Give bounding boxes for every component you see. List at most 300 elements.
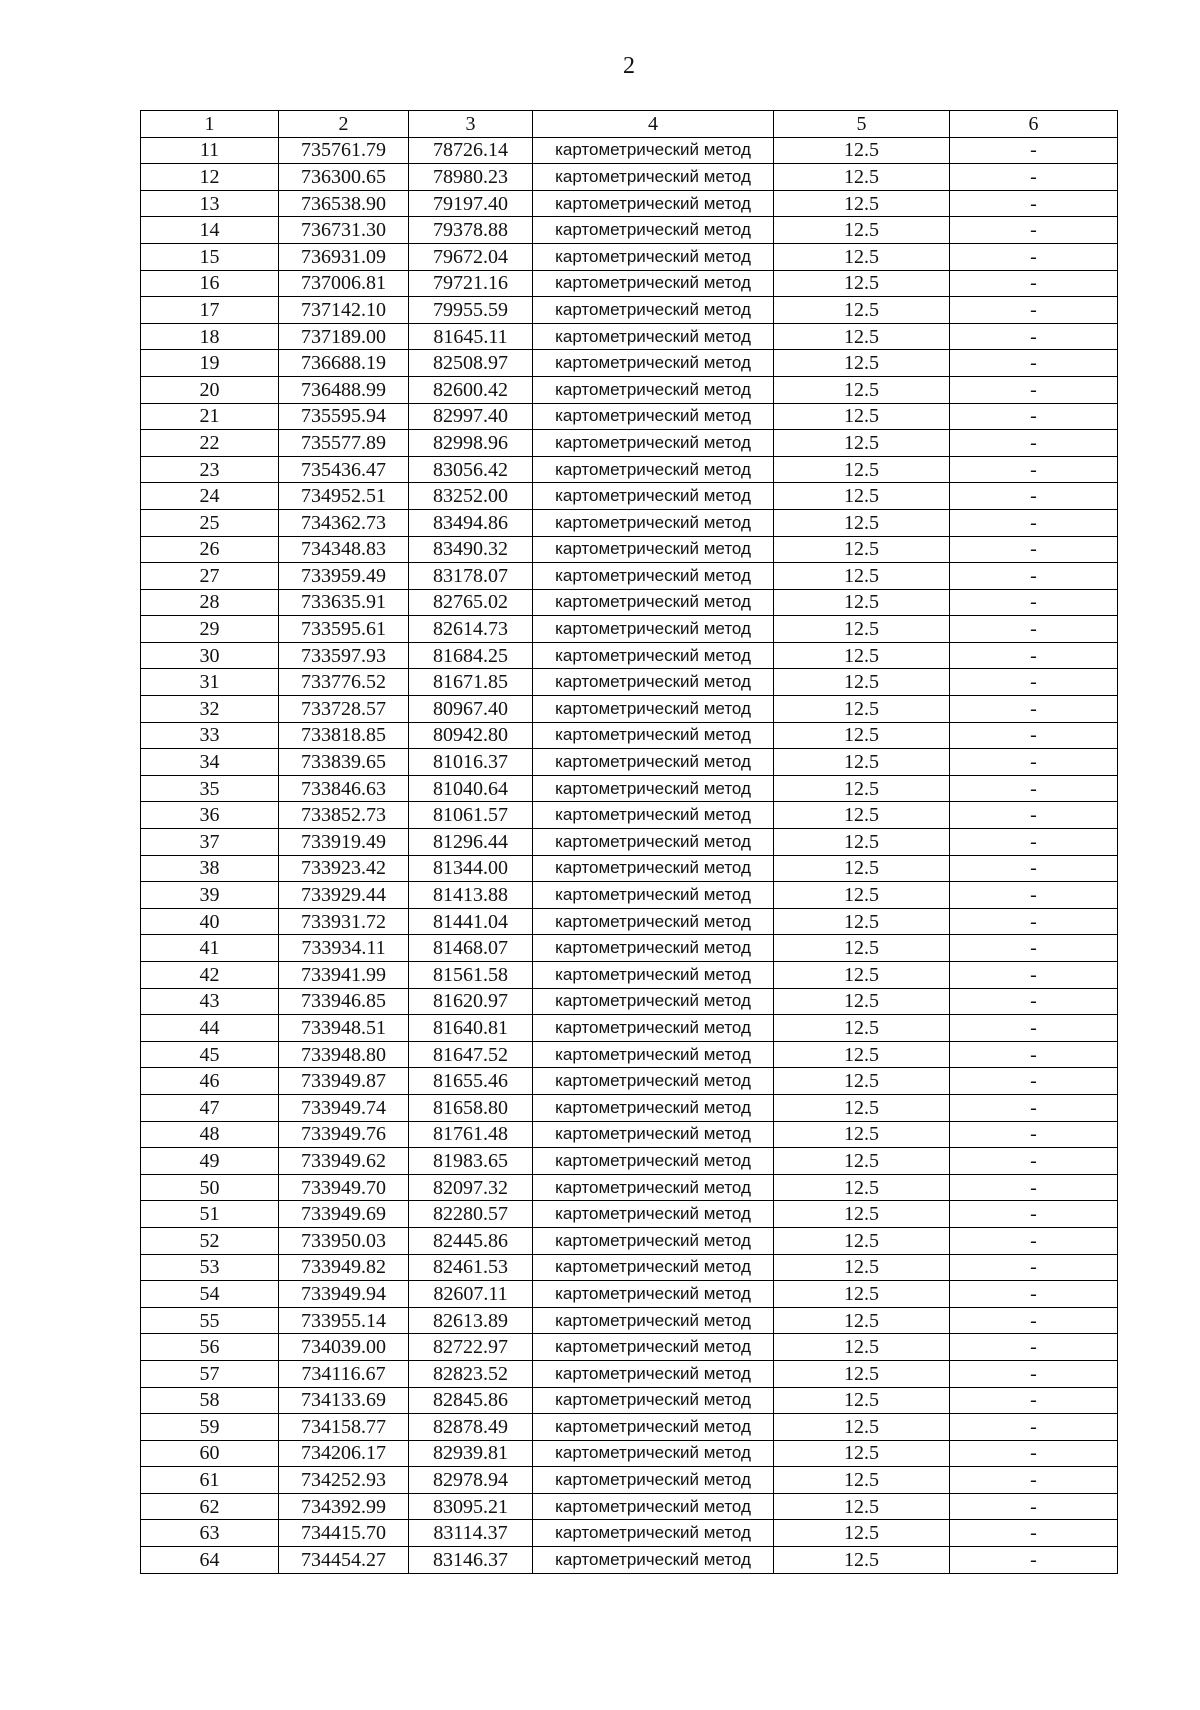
point-number-cell: 11	[141, 137, 279, 164]
point-number-cell: 43	[141, 988, 279, 1015]
table-row	[141, 1440, 1118, 1467]
x-coordinate-cell: 736731.30	[279, 217, 409, 244]
point-number-cell: 19	[141, 350, 279, 377]
accuracy-cell: 12.5	[774, 589, 950, 616]
method-cell: картометрический метод	[533, 908, 774, 935]
accuracy-cell: 12.5	[774, 1414, 950, 1441]
y-coordinate-cell: 81040.64	[409, 775, 533, 802]
method-cell: картометрический метод	[533, 1227, 774, 1254]
note-cell: -	[950, 908, 1118, 935]
x-coordinate-cell: 734133.69	[279, 1387, 409, 1414]
y-coordinate-cell: 82097.32	[409, 1174, 533, 1201]
note-cell: -	[950, 1520, 1118, 1547]
note-cell: -	[950, 403, 1118, 430]
note-cell: -	[950, 563, 1118, 590]
point-number-cell: 60	[141, 1440, 279, 1467]
note-cell: -	[950, 483, 1118, 510]
accuracy-cell: 12.5	[774, 1227, 950, 1254]
method-cell: картометрический метод	[533, 829, 774, 856]
x-coordinate-cell: 733959.49	[279, 563, 409, 590]
table-row	[141, 749, 1118, 776]
point-number-cell: 61	[141, 1467, 279, 1494]
note-cell: -	[950, 1414, 1118, 1441]
table-row	[141, 1281, 1118, 1308]
method-cell: картометрический метод	[533, 616, 774, 643]
x-coordinate-cell: 734206.17	[279, 1440, 409, 1467]
accuracy-cell: 12.5	[774, 323, 950, 350]
accuracy-cell: 12.5	[774, 403, 950, 430]
method-cell: картометрический метод	[533, 589, 774, 616]
method-cell: картометрический метод	[533, 243, 774, 270]
method-cell: картометрический метод	[533, 1174, 774, 1201]
table-row	[141, 908, 1118, 935]
point-number-cell: 62	[141, 1493, 279, 1520]
x-coordinate-cell: 737006.81	[279, 270, 409, 297]
note-cell: -	[950, 775, 1118, 802]
point-number-cell: 16	[141, 270, 279, 297]
accuracy-cell: 12.5	[774, 802, 950, 829]
y-coordinate-cell: 82607.11	[409, 1281, 533, 1308]
table-row	[141, 270, 1118, 297]
page-number: 2	[623, 53, 635, 79]
accuracy-cell: 12.5	[774, 722, 950, 749]
accuracy-cell: 12.5	[774, 1254, 950, 1281]
x-coordinate-cell: 737189.00	[279, 323, 409, 350]
method-cell: картометрический метод	[533, 1387, 774, 1414]
x-coordinate-cell: 734158.77	[279, 1414, 409, 1441]
accuracy-cell: 12.5	[774, 1334, 950, 1361]
table-row	[141, 1547, 1118, 1574]
accuracy-cell: 12.5	[774, 829, 950, 856]
note-cell: -	[950, 935, 1118, 962]
note-cell: -	[950, 1174, 1118, 1201]
accuracy-cell: 12.5	[774, 962, 950, 989]
method-cell: картометрический метод	[533, 1281, 774, 1308]
note-cell: -	[950, 962, 1118, 989]
note-cell: -	[950, 1148, 1118, 1175]
y-coordinate-cell: 81620.97	[409, 988, 533, 1015]
point-number-cell: 41	[141, 935, 279, 962]
table-row	[141, 722, 1118, 749]
y-coordinate-cell: 81016.37	[409, 749, 533, 776]
accuracy-cell: 12.5	[774, 1520, 950, 1547]
note-cell: -	[950, 855, 1118, 882]
point-number-cell: 34	[141, 749, 279, 776]
table-row	[141, 350, 1118, 377]
note-cell: -	[950, 1068, 1118, 1095]
method-cell: картометрический метод	[533, 1254, 774, 1281]
point-number-cell: 54	[141, 1281, 279, 1308]
note-cell: -	[950, 1015, 1118, 1042]
point-number-cell: 42	[141, 962, 279, 989]
accuracy-cell: 12.5	[774, 1174, 950, 1201]
table-row	[141, 509, 1118, 536]
accuracy-cell: 12.5	[774, 297, 950, 324]
accuracy-cell: 12.5	[774, 190, 950, 217]
method-cell: картометрический метод	[533, 483, 774, 510]
method-cell: картометрический метод	[533, 1414, 774, 1441]
method-cell: картометрический метод	[533, 536, 774, 563]
note-cell: -	[950, 988, 1118, 1015]
accuracy-cell: 12.5	[774, 669, 950, 696]
table-row	[141, 1227, 1118, 1254]
x-coordinate-cell: 733931.72	[279, 908, 409, 935]
method-cell: картометрический метод	[533, 297, 774, 324]
point-number-cell: 47	[141, 1094, 279, 1121]
y-coordinate-cell: 83494.86	[409, 509, 533, 536]
x-coordinate-cell: 733635.91	[279, 589, 409, 616]
x-coordinate-cell: 734116.67	[279, 1360, 409, 1387]
y-coordinate-cell: 82878.49	[409, 1414, 533, 1441]
table-row	[141, 802, 1118, 829]
table-row	[141, 483, 1118, 510]
y-coordinate-cell: 81344.00	[409, 855, 533, 882]
method-cell: картометрический метод	[533, 962, 774, 989]
method-cell: картометрический метод	[533, 775, 774, 802]
method-cell: картометрический метод	[533, 430, 774, 457]
accuracy-cell: 12.5	[774, 1015, 950, 1042]
table-row	[141, 1148, 1118, 1175]
x-coordinate-cell: 735761.79	[279, 137, 409, 164]
note-cell: -	[950, 749, 1118, 776]
table-row	[141, 962, 1118, 989]
table-row	[141, 1520, 1118, 1547]
point-number-cell: 31	[141, 669, 279, 696]
table-row	[141, 323, 1118, 350]
point-number-cell: 20	[141, 376, 279, 403]
note-cell: -	[950, 1387, 1118, 1414]
method-cell: картометрический метод	[533, 1440, 774, 1467]
point-number-cell: 37	[141, 829, 279, 856]
method-cell: картометрический метод	[533, 1094, 774, 1121]
method-cell: картометрический метод	[533, 802, 774, 829]
point-number-cell: 45	[141, 1041, 279, 1068]
note-cell: -	[950, 1254, 1118, 1281]
point-number-cell: 52	[141, 1227, 279, 1254]
table-row	[141, 137, 1118, 164]
y-coordinate-cell: 82445.86	[409, 1227, 533, 1254]
x-coordinate-cell: 733846.63	[279, 775, 409, 802]
accuracy-cell: 12.5	[774, 1387, 950, 1414]
x-coordinate-cell: 733949.76	[279, 1121, 409, 1148]
note-cell: -	[950, 297, 1118, 324]
method-cell: картометрический метод	[533, 1307, 774, 1334]
x-coordinate-cell: 733728.57	[279, 696, 409, 723]
y-coordinate-cell: 81413.88	[409, 882, 533, 909]
y-coordinate-cell: 82998.96	[409, 430, 533, 457]
point-number-cell: 49	[141, 1148, 279, 1175]
accuracy-cell: 12.5	[774, 642, 950, 669]
note-cell: -	[950, 137, 1118, 164]
point-number-cell: 33	[141, 722, 279, 749]
accuracy-cell: 12.5	[774, 882, 950, 909]
method-cell: картометрический метод	[533, 882, 774, 909]
y-coordinate-cell: 81761.48	[409, 1121, 533, 1148]
accuracy-cell: 12.5	[774, 456, 950, 483]
point-number-cell: 57	[141, 1360, 279, 1387]
y-coordinate-cell: 82614.73	[409, 616, 533, 643]
y-coordinate-cell: 82461.53	[409, 1254, 533, 1281]
table-row	[141, 642, 1118, 669]
point-number-cell: 22	[141, 430, 279, 457]
method-cell: картометрический метод	[533, 270, 774, 297]
point-number-cell: 27	[141, 563, 279, 590]
note-cell: -	[950, 829, 1118, 856]
column-header: 6	[950, 111, 1118, 138]
accuracy-cell: 12.5	[774, 509, 950, 536]
table-row	[141, 1121, 1118, 1148]
table-row	[141, 855, 1118, 882]
y-coordinate-cell: 83095.21	[409, 1493, 533, 1520]
x-coordinate-cell: 734252.93	[279, 1467, 409, 1494]
point-number-cell: 14	[141, 217, 279, 244]
note-cell: -	[950, 323, 1118, 350]
x-coordinate-cell: 735436.47	[279, 456, 409, 483]
x-coordinate-cell: 735577.89	[279, 430, 409, 457]
y-coordinate-cell: 81647.52	[409, 1041, 533, 1068]
accuracy-cell: 12.5	[774, 1360, 950, 1387]
method-cell: картометрический метод	[533, 1121, 774, 1148]
accuracy-cell: 12.5	[774, 1201, 950, 1228]
table-row	[141, 430, 1118, 457]
x-coordinate-cell: 736688.19	[279, 350, 409, 377]
y-coordinate-cell: 81441.04	[409, 908, 533, 935]
table-row	[141, 696, 1118, 723]
note-cell: -	[950, 243, 1118, 270]
x-coordinate-cell: 733776.52	[279, 669, 409, 696]
note-cell: -	[950, 669, 1118, 696]
note-cell: -	[950, 217, 1118, 244]
x-coordinate-cell: 736488.99	[279, 376, 409, 403]
x-coordinate-cell: 733949.70	[279, 1174, 409, 1201]
note-cell: -	[950, 536, 1118, 563]
y-coordinate-cell: 81655.46	[409, 1068, 533, 1095]
method-cell: картометрический метод	[533, 988, 774, 1015]
accuracy-cell: 12.5	[774, 1467, 950, 1494]
note-cell: -	[950, 882, 1118, 909]
point-number-cell: 15	[141, 243, 279, 270]
table-row	[141, 669, 1118, 696]
table-row	[141, 1174, 1118, 1201]
method-cell: картометрический метод	[533, 1547, 774, 1574]
y-coordinate-cell: 83178.07	[409, 563, 533, 590]
table-body	[141, 137, 1118, 1573]
point-number-cell: 28	[141, 589, 279, 616]
note-cell: -	[950, 456, 1118, 483]
note-cell: -	[950, 1307, 1118, 1334]
x-coordinate-cell: 733934.11	[279, 935, 409, 962]
note-cell: -	[950, 376, 1118, 403]
accuracy-cell: 12.5	[774, 1121, 950, 1148]
point-number-cell: 55	[141, 1307, 279, 1334]
accuracy-cell: 12.5	[774, 1440, 950, 1467]
y-coordinate-cell: 79197.40	[409, 190, 533, 217]
table-row	[141, 829, 1118, 856]
table-row	[141, 243, 1118, 270]
point-number-cell: 64	[141, 1547, 279, 1574]
y-coordinate-cell: 83252.00	[409, 483, 533, 510]
table-row	[141, 297, 1118, 324]
table-row	[141, 536, 1118, 563]
x-coordinate-cell: 733948.80	[279, 1041, 409, 1068]
method-cell: картометрический метод	[533, 1015, 774, 1042]
y-coordinate-cell: 82939.81	[409, 1440, 533, 1467]
y-coordinate-cell: 82722.97	[409, 1334, 533, 1361]
point-number-cell: 21	[141, 403, 279, 430]
y-coordinate-cell: 82978.94	[409, 1467, 533, 1494]
note-cell: -	[950, 1467, 1118, 1494]
accuracy-cell: 12.5	[774, 243, 950, 270]
point-number-cell: 56	[141, 1334, 279, 1361]
note-cell: -	[950, 1227, 1118, 1254]
accuracy-cell: 12.5	[774, 1547, 950, 1574]
accuracy-cell: 12.5	[774, 749, 950, 776]
y-coordinate-cell: 83146.37	[409, 1547, 533, 1574]
x-coordinate-cell: 733949.82	[279, 1254, 409, 1281]
coordinates-table	[140, 110, 1118, 1574]
method-cell: картометрический метод	[533, 935, 774, 962]
note-cell: -	[950, 1493, 1118, 1520]
table-row	[141, 1015, 1118, 1042]
point-number-cell: 13	[141, 190, 279, 217]
y-coordinate-cell: 79721.16	[409, 270, 533, 297]
note-cell: -	[950, 802, 1118, 829]
y-coordinate-cell: 79378.88	[409, 217, 533, 244]
method-cell: картометрический метод	[533, 456, 774, 483]
point-number-cell: 40	[141, 908, 279, 935]
note-cell: -	[950, 1121, 1118, 1148]
y-coordinate-cell: 83490.32	[409, 536, 533, 563]
point-number-cell: 59	[141, 1414, 279, 1441]
accuracy-cell: 12.5	[774, 350, 950, 377]
y-coordinate-cell: 82997.40	[409, 403, 533, 430]
note-cell: -	[950, 190, 1118, 217]
x-coordinate-cell: 734415.70	[279, 1520, 409, 1547]
note-cell: -	[950, 1041, 1118, 1068]
method-cell: картометрический метод	[533, 1493, 774, 1520]
column-header: 1	[141, 111, 279, 138]
point-number-cell: 35	[141, 775, 279, 802]
method-cell: картометрический метод	[533, 1068, 774, 1095]
x-coordinate-cell: 737142.10	[279, 297, 409, 324]
x-coordinate-cell: 733919.49	[279, 829, 409, 856]
table-row	[141, 1201, 1118, 1228]
x-coordinate-cell: 733949.94	[279, 1281, 409, 1308]
point-number-cell: 29	[141, 616, 279, 643]
table-row	[141, 1414, 1118, 1441]
note-cell: -	[950, 616, 1118, 643]
y-coordinate-cell: 79672.04	[409, 243, 533, 270]
table-row	[141, 376, 1118, 403]
point-number-cell: 63	[141, 1520, 279, 1547]
column-header: 4	[533, 111, 774, 138]
y-coordinate-cell: 80967.40	[409, 696, 533, 723]
y-coordinate-cell: 81645.11	[409, 323, 533, 350]
note-cell: -	[950, 430, 1118, 457]
y-coordinate-cell: 81296.44	[409, 829, 533, 856]
column-header: 5	[774, 111, 950, 138]
point-number-cell: 58	[141, 1387, 279, 1414]
table-row	[141, 1493, 1118, 1520]
point-number-cell: 25	[141, 509, 279, 536]
accuracy-cell: 12.5	[774, 1041, 950, 1068]
point-number-cell: 18	[141, 323, 279, 350]
x-coordinate-cell: 733950.03	[279, 1227, 409, 1254]
table-row	[141, 1307, 1118, 1334]
y-coordinate-cell: 82280.57	[409, 1201, 533, 1228]
x-coordinate-cell: 733949.69	[279, 1201, 409, 1228]
method-cell: картометрический метод	[533, 350, 774, 377]
table-row	[141, 217, 1118, 244]
y-coordinate-cell: 83056.42	[409, 456, 533, 483]
x-coordinate-cell: 734362.73	[279, 509, 409, 536]
method-cell: картометрический метод	[533, 190, 774, 217]
note-cell: -	[950, 164, 1118, 191]
x-coordinate-cell: 733923.42	[279, 855, 409, 882]
accuracy-cell: 12.5	[774, 855, 950, 882]
method-cell: картометрический метод	[533, 1467, 774, 1494]
table-row	[141, 1387, 1118, 1414]
y-coordinate-cell: 81061.57	[409, 802, 533, 829]
y-coordinate-cell: 82613.89	[409, 1307, 533, 1334]
accuracy-cell: 12.5	[774, 1493, 950, 1520]
table-row	[141, 403, 1118, 430]
method-cell: картометрический метод	[533, 1041, 774, 1068]
table-row	[141, 456, 1118, 483]
accuracy-cell: 12.5	[774, 376, 950, 403]
accuracy-cell: 12.5	[774, 1068, 950, 1095]
note-cell: -	[950, 1360, 1118, 1387]
note-cell: -	[950, 509, 1118, 536]
note-cell: -	[950, 270, 1118, 297]
x-coordinate-cell: 733597.93	[279, 642, 409, 669]
accuracy-cell: 12.5	[774, 988, 950, 1015]
note-cell: -	[950, 350, 1118, 377]
method-cell: картометрический метод	[533, 722, 774, 749]
point-number-cell: 50	[141, 1174, 279, 1201]
method-cell: картометрический метод	[533, 1334, 774, 1361]
point-number-cell: 53	[141, 1254, 279, 1281]
accuracy-cell: 12.5	[774, 536, 950, 563]
y-coordinate-cell: 81468.07	[409, 935, 533, 962]
column-header: 2	[279, 111, 409, 138]
point-number-cell: 30	[141, 642, 279, 669]
method-cell: картометрический метод	[533, 137, 774, 164]
y-coordinate-cell: 81684.25	[409, 642, 533, 669]
accuracy-cell: 12.5	[774, 483, 950, 510]
column-header: 3	[409, 111, 533, 138]
x-coordinate-cell: 733818.85	[279, 722, 409, 749]
y-coordinate-cell: 82508.97	[409, 350, 533, 377]
method-cell: картометрический метод	[533, 1201, 774, 1228]
table-row	[141, 563, 1118, 590]
x-coordinate-cell: 736300.65	[279, 164, 409, 191]
point-number-cell: 24	[141, 483, 279, 510]
y-coordinate-cell: 82845.86	[409, 1387, 533, 1414]
x-coordinate-cell: 733941.99	[279, 962, 409, 989]
accuracy-cell: 12.5	[774, 935, 950, 962]
table-row	[141, 988, 1118, 1015]
accuracy-cell: 12.5	[774, 1307, 950, 1334]
method-cell: картометрический метод	[533, 1148, 774, 1175]
note-cell: -	[950, 1440, 1118, 1467]
accuracy-cell: 12.5	[774, 696, 950, 723]
note-cell: -	[950, 696, 1118, 723]
accuracy-cell: 12.5	[774, 775, 950, 802]
table-row	[141, 589, 1118, 616]
note-cell: -	[950, 589, 1118, 616]
method-cell: картометрический метод	[533, 855, 774, 882]
